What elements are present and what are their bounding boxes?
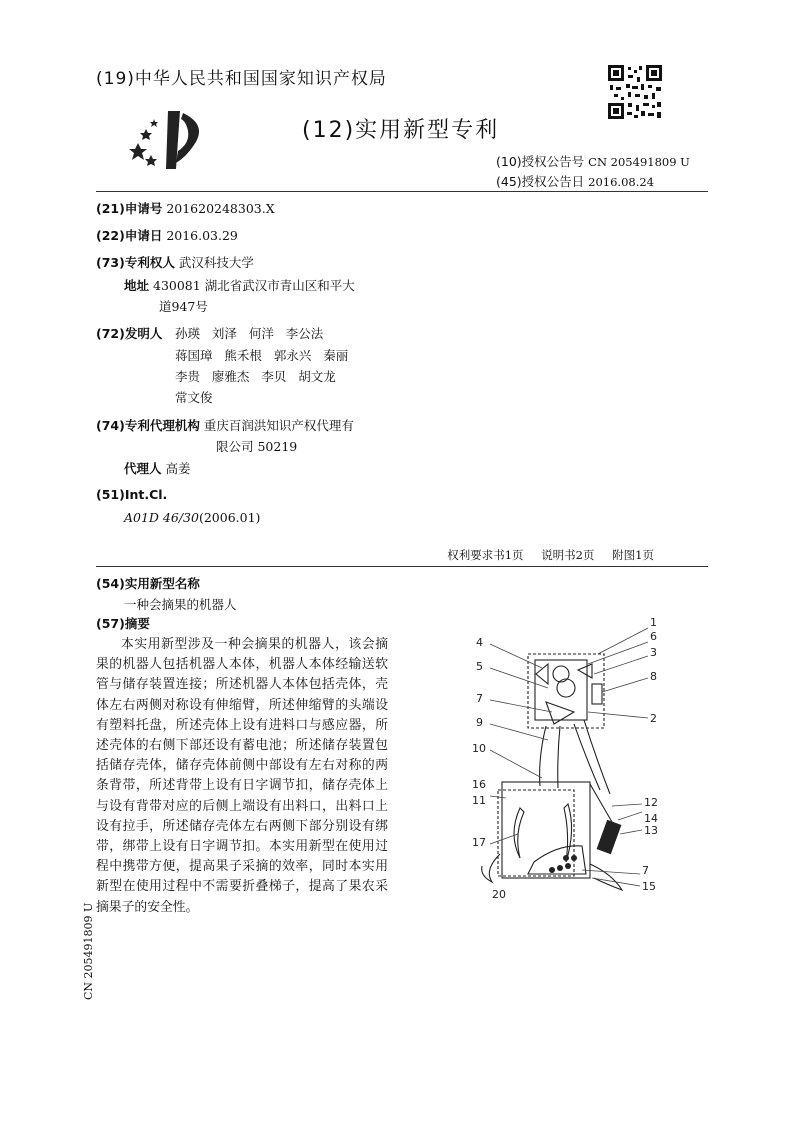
logo-star <box>129 143 147 160</box>
application-number <box>96 199 275 217</box>
address-line-2-value: 道947号 <box>159 299 208 314</box>
agency-line-1: 重庆百润洪知识产权代理有 <box>203 418 354 433</box>
fruit <box>557 865 563 871</box>
figure-label-6: 6 <box>650 630 657 643</box>
leader-line <box>490 644 542 668</box>
figure-label-9: 9 <box>476 716 483 729</box>
sensor-circle <box>553 666 569 682</box>
figure-label-14: 14 <box>644 812 658 825</box>
header-divider <box>96 191 708 192</box>
inventors-line-1: 孙瑛 刘泽 何洋 李公法 <box>175 326 324 341</box>
agency-label: (74)专利代理机构 <box>96 418 200 433</box>
agency-line-2 <box>216 437 297 455</box>
robot-figure <box>462 608 712 910</box>
logo-star <box>140 129 152 140</box>
figure-label-7b: 7 <box>642 864 649 877</box>
delivery-hose <box>540 726 560 788</box>
utility-model-title-label-row <box>96 574 200 592</box>
figure-label-16: 16 <box>472 778 486 791</box>
logo-curve <box>176 113 199 163</box>
int-cl-label: (51)Int.Cl. <box>96 487 168 502</box>
inventors-line-3: 李贵 廖雅杰 李贝 胡文龙 <box>175 369 336 384</box>
fruit <box>571 855 577 861</box>
leader-line <box>592 878 640 886</box>
inventors-label: (72)发明人 <box>96 326 163 341</box>
claims-pages: 权利要求书1页 <box>447 548 524 562</box>
figure-label-3: 3 <box>650 646 657 659</box>
figure-label-4: 4 <box>476 636 483 649</box>
figure-label-20: 20 <box>492 888 506 901</box>
leader-line <box>588 642 648 664</box>
cnipa-logo <box>128 105 214 175</box>
agent <box>124 459 191 477</box>
qr-code-icon <box>608 65 662 119</box>
leader-line <box>602 678 648 692</box>
abstract-text: 本实用新型涉及一种会摘果的机器人，该会摘果的机器人包括机器人本体，机器人本体经输送软管与储存装置连接；所述机器人本体包括壳体，壳体左右两侧对称设有伸缩臂，所述伸缩臂的头端设有塑料托盘，所述壳体上设有进料口与感应器，所述壳体的右侧下部还设有蓄电池；所述储存装置包括储存壳体，储存壳体前侧中部设有左右对称的两条背带，所述背带上设有日字调节扣，储存壳体上与设有背带对应的后侧上端设有出料口，出料口上设有拉手，所述储存壳体左右两侧下部分别设有绑带，绑带上设有日字调节扣。本实用新型在使用过程中携带方便，提高果子采摘的效率，同时本实用新型在使用过程中不需要折叠梯子，提高了果农采摘果子的安全性。 <box>96 637 388 915</box>
application-number-label: (21)申请号 <box>96 201 163 216</box>
utility-model-title-value: 一种会摘果的机器人 <box>124 597 237 612</box>
address-label: 地址 <box>124 278 150 293</box>
address-line-1: 430081 湖北省武汉市青山区和平大 <box>153 278 355 293</box>
filing-date <box>96 226 238 244</box>
abstract-label-row <box>96 614 150 632</box>
storage-outline <box>498 790 574 876</box>
tray-triangle <box>546 702 574 724</box>
leader-line <box>598 628 648 654</box>
handle-grip <box>597 821 620 854</box>
agent-value: 高姜 <box>165 461 191 476</box>
filing-date-value: 2016.03.29 <box>166 228 238 243</box>
fruit <box>563 855 569 861</box>
address-line-2 <box>159 297 208 315</box>
figure-label-15: 15 <box>642 880 656 893</box>
abstract-label: (57)摘要 <box>96 616 150 631</box>
fruit <box>549 867 555 873</box>
patentee-value: 武汉科技大学 <box>178 255 254 270</box>
figure-label-17: 17 <box>472 836 486 849</box>
int-cl <box>96 487 167 502</box>
leader-line <box>620 830 642 834</box>
leader-line <box>588 712 648 718</box>
publication-date <box>496 172 654 190</box>
figure-label-1: 1 <box>650 616 657 629</box>
leader-line <box>582 870 640 874</box>
leader-line <box>490 700 552 712</box>
inlet-circle <box>557 679 575 697</box>
utility-model-title <box>124 595 237 613</box>
publication-number-value: CN 205491809 U <box>588 155 690 169</box>
document-type: (12)实用新型专利 <box>302 118 500 143</box>
figure-label-8: 8 <box>650 670 657 683</box>
figure-label-7: 7 <box>476 692 483 705</box>
leader-line <box>490 724 548 740</box>
figure-label-12: 12 <box>644 796 658 809</box>
filing-date-label: (22)申请日 <box>96 228 163 243</box>
inventors-line-4: 常文俊 <box>175 390 213 405</box>
leader-line <box>618 812 642 820</box>
patentee <box>96 253 254 271</box>
side-publication-number: CN 205491809 U <box>82 902 95 1000</box>
section-divider <box>96 566 708 567</box>
agent-label: 代理人 <box>124 461 162 476</box>
agency-line-2-value: 限公司 50219 <box>216 439 298 454</box>
fruit <box>565 863 571 869</box>
figure-label-13: 13 <box>644 824 658 837</box>
strap-curve <box>574 720 610 794</box>
utility-model-title-label: (54)实用新型名称 <box>96 576 200 591</box>
patentee-label: (73)专利权人 <box>96 255 175 270</box>
publication-date-value: 2016.08.24 <box>588 175 655 189</box>
inventors-label-row <box>96 324 162 342</box>
publication-number-label: (10)授权公告号 <box>496 154 585 169</box>
description-pages: 说明书2页 <box>541 548 595 562</box>
int-cl-version: (2006.01) <box>198 510 261 525</box>
storage-shell <box>502 782 590 878</box>
outlet-tray <box>528 846 586 874</box>
patent-office-name: (19)中华人民共和国国家知识产权局 <box>96 69 387 89</box>
publication-number <box>496 152 690 170</box>
figure-label-11: 11 <box>472 794 486 807</box>
page-counts <box>433 547 654 563</box>
publication-date-label: (45)授权公告日 <box>496 174 585 189</box>
int-cl-classification <box>124 510 260 525</box>
leader-line <box>612 804 642 806</box>
battery-box <box>592 684 602 704</box>
right-arm-joint <box>578 664 592 678</box>
logo-star <box>150 119 158 127</box>
leader-line <box>490 750 542 778</box>
left-arm-joint <box>536 664 548 684</box>
figure-label-10: 10 <box>472 742 486 755</box>
right-strap <box>564 804 572 862</box>
int-cl-code: A01D 46/30 <box>124 510 199 525</box>
address <box>124 276 355 294</box>
logo-star <box>145 155 157 166</box>
figure-label-5: 5 <box>476 660 483 673</box>
application-number-value: 201620248303.X <box>166 201 275 216</box>
figure-label-2: 2 <box>650 712 657 725</box>
inventors-line-2: 蒋国璋 熊禾根 郭永兴 秦丽 <box>175 348 349 363</box>
left-strap <box>514 808 524 858</box>
patent-agency <box>96 416 354 434</box>
drawings-pages: 附图1页 <box>612 548 654 562</box>
